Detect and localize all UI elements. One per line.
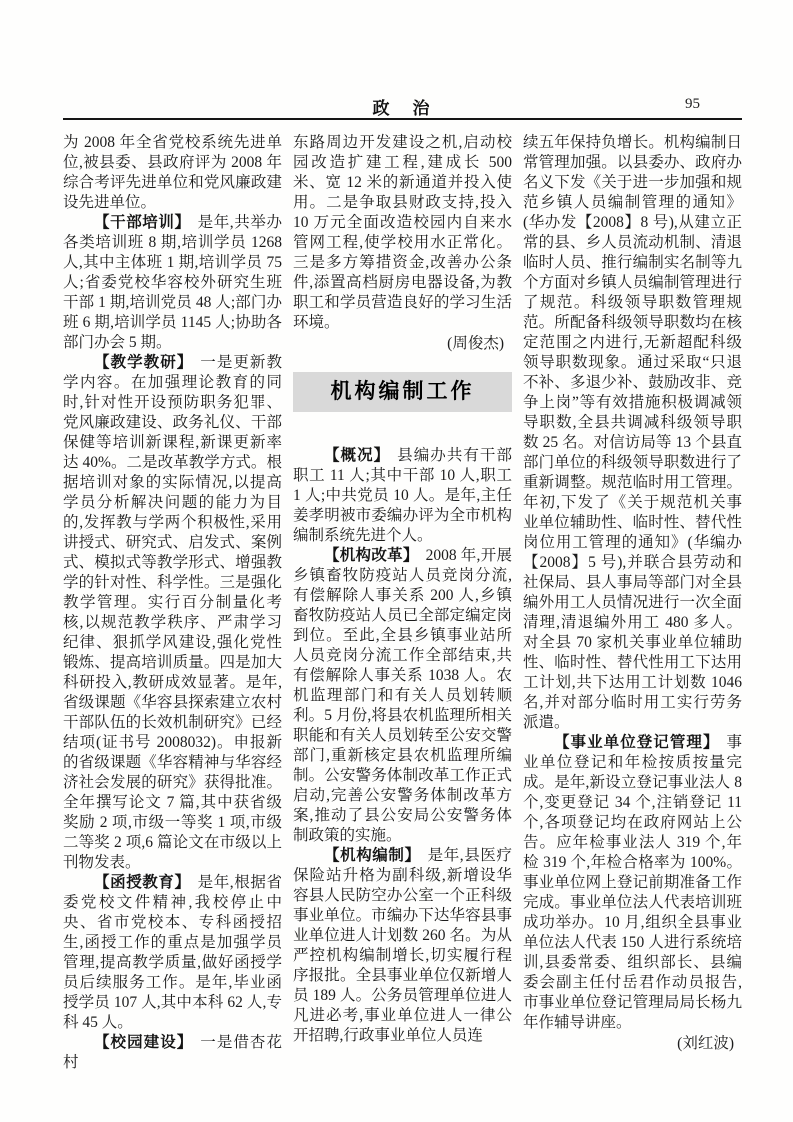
running-head-title: 政 治 (372, 99, 433, 118)
entry-paragraph (63, 1033, 282, 1073)
entry-text: 是年,根据省委党校文件精神,我校停止中央、省市党校本、专科函授招生,函授工作的重点是加强学员管理,提高教学质量,做好函授学员后续服务工作。是年,毕业函授学员 107 人,其中本科 62 人,专科 45 人。 (63, 874, 282, 1031)
byline (523, 1034, 742, 1054)
entry-label: 【干部培训】 (94, 214, 191, 231)
continuation-paragraph (293, 133, 512, 333)
byline (293, 334, 512, 354)
text-column-2 (293, 133, 512, 1073)
entry-text: 是年,共举办各类培训班 8 期,培训学员 1268 人,其中主体班 1 期,培训学员 75 人;省委党校华容校外研究生班干部 1 期,培训党员 48 人;部门办班 6 期,培训学员 1145 人;协助各部门办会 5 期。 (63, 214, 282, 351)
page-header (63, 94, 742, 118)
entry-paragraph (63, 873, 282, 1033)
entry-paragraph (293, 446, 512, 546)
text-column-3 (523, 133, 742, 1073)
entry-text: 一是借杏花村 (63, 1034, 282, 1071)
entry-label: 【事业单位登记管理】 (554, 734, 720, 751)
text-columns (63, 133, 742, 1073)
continuation-paragraph (63, 133, 282, 213)
entry-paragraph (293, 846, 512, 1046)
entry-label: 【教学教研】 (94, 354, 194, 371)
byline-text: (刘红波) (677, 1035, 734, 1052)
entry-text: 续五年保持负增长。机构编制日常管理加强。以县委办、政府办名义下发《关于进一步加强和规范乡镇人员编制管理的通知》(华办发【2008】8 号),从建立正常的县、乡人员流动机制、清退临时人员、推行编制实名制等九个方面对乡镇人员编制管理进行了规范。科级领导职数管理规范。所配备科级领导职数均在核定范围之内进行,无新超配科级领导职数现象。通过采取“只退不补、多退少补、鼓励改非、竞争上岗”等有效措施积极调减领导职数,全县共调减科级领导职数 25 名。对信访局等 13 个县直部门单位的科级领导职数进行了重新调整。规范临时用工管理。年初,下发了《关于规范机关事业单位辅助性、临时性、替代性岗位用工管理的通知》(华编办【2008】5 号),并联合县劳动和社保局、县人事局等部门对全县编外用工人员情况进行一次全面清理,清退编外用工 480 多人。对全县 70 家机关事业单位辅助性、临时性、替代性用工下达用工计划,共下达用工计划数 1046 名,并对部分临时用工实行劳务派遣。 (523, 134, 742, 731)
entry-text: 是年,县医疗保险站升格为副科级,新增设华容县人民防空办公室一个正科级事业单位。市编办下达华容县事业单位进人计划数 260 名。为从严控机构编制增长,切实履行程序报批。全县事业单位仅新增人员 189 人。公务员管理单位进人凡进必考,事业单位进人一律公开招聘,行政事业单位人员连 (293, 847, 512, 1044)
entry-text: 2008 年,开展乡镇畜牧防疫站人员竞岗分流,有偿解除人事关系 200 人,乡镇畜牧防疫站人员已全部定编定岗到位。至此,全县乡镇事业站所人员竞岗分流工作全部结束,共有偿解除人事关系 1038 人。农机监理部门和有关人员划转顺利。5 月份,将县农机监理所相关职能和有关人员划转至公安交警部门,重新核定县农机监理所编制。公安警务体制改革工作正式启动,完善公安警务体制改革方案,推动了县公安局公安警务体制政策的实施。 (293, 547, 512, 844)
entry-paragraph (63, 213, 282, 353)
text-column-1 (63, 133, 282, 1073)
section-title-banner (293, 372, 512, 412)
entry-label: 【校园建设】 (94, 1034, 194, 1051)
entry-paragraph (523, 733, 742, 1033)
page-number: 95 (685, 96, 700, 112)
entry-paragraph (293, 546, 512, 846)
continuation-paragraph (523, 133, 742, 733)
entry-label: 【机构编制】 (324, 847, 421, 864)
entry-text: 东路周边开发建设之机,启动校园改造扩建工程,建成长 500 米、宽 12 米的新通道并投入使用。二是争取县财政支持,投入 10 万元全面改造校园内自来水管网工程,使学校用水正常化。三是多方筹措资金,改善办公条件,添置高档厨房电器设备,为教职工和学员营造良好的学习生活环境。 (293, 134, 512, 331)
entry-text: 县编办共有干部职工 11 人;其中干部 10 人,职工 1 人;中共党员 10 人。是年,主任姜孝明被市委编办评为全市机构编制系统先进个人。 (293, 447, 512, 544)
entry-paragraph (63, 353, 282, 873)
entry-label: 【机构改革】 (324, 547, 419, 564)
page-content (63, 94, 742, 1073)
entry-label: 【函授教育】 (94, 874, 191, 891)
entry-text: 一是更新教学内容。在加强理论教育的同时,针对性开设预防职务犯罪、党风廉政建设、政务礼仪、干部保健等培训新课程,新课更新率达 40%。二是改革教学方式。根据培训对象的实际情况,以提高学员分析解决问题的能力为目的,发挥教与学两个积极性,采用讲授式、研究式、启发式、案例式、模拟式等教学形式、增强教学的针对性、科学性。三是强化教学管理。实行百分制量化考核,以规范教学秩序、严肃学习纪律、狠抓学风建设,强化党性锻炼、提高培训质量。四是加大科研投入,教研成效显著。是年,省级课题《华容县探索建立农村干部队伍的长效机制研究》已经结项(证书号 2008032)。申报新的省级课题《华容精神与华容经济社会发展的研究》获得批准。全年撰写论文 7 篇,其中获省级奖励 2 项,市级一等奖 1 项,市级二等奖 2 项,6 篇论文在市级以上刊物发表。 (63, 354, 282, 871)
byline-text: (周俊杰) (447, 335, 504, 352)
entry-text: 为 2008 年全省党校系统先进单位,被县委、县政府评为 2008 年综合考评先进单位和党风廉政建设先进单位。 (63, 134, 282, 211)
entry-label: 【概况】 (324, 447, 391, 464)
section-title-text: 机构编制工作 (330, 380, 475, 403)
entry-text: 事业单位登记和年检按质按量完成。是年,新设立登记事业法人 8 个,变更登记 34 个,注销登记 11 个,各项登记均在政府网站上公告。应年检事业法人 319 个,年检 319 个,年检合格率为 100%。事业单位网上登记前期准备工作完成。事业单位法人代表培训班成功举办。10 月,组织全县事业单位法人代表 150 人进行系统培训,县委常委、组织部长、县编委会副主任付岳君作动员报告,市事业单位登记管理局局长杨九年作辅导讲座。 (523, 734, 742, 1031)
